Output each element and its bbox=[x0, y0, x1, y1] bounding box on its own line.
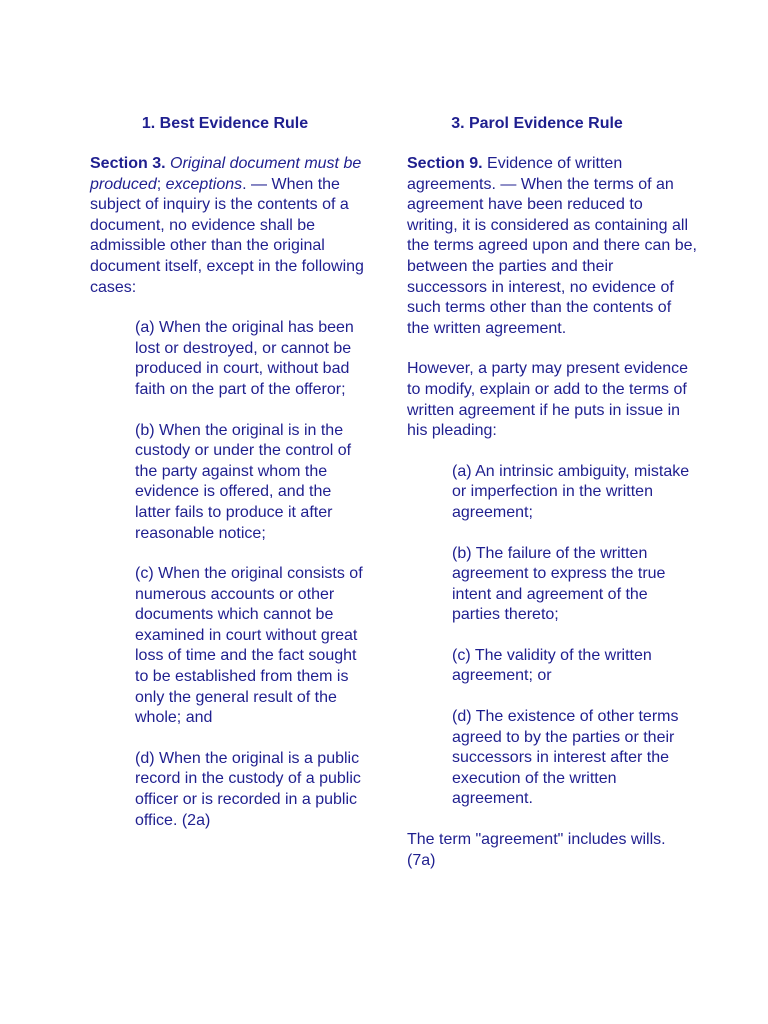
list-item-c: (c) When the original consists of numerous accounts or other documents which cannot be examined in court without great loss of time and the fact sought to be established from them is only the general result of the whole; and bbox=[135, 565, 363, 727]
amendment-paragraph: However, a party may present evidence to modify, explain or add to the terms of written agreement if he puts in issue in his pleading: bbox=[407, 360, 689, 440]
section-3-title: Original document must be produced bbox=[90, 155, 362, 193]
section-3-paragraph bbox=[90, 154, 370, 298]
section-3-dash: . — bbox=[242, 175, 268, 193]
best-evidence-rule-heading: 1. Best Evidence Rule bbox=[141, 115, 309, 132]
list-item-b: (b) The failure of the written agreement to express the true intent and agreement of the parties thereto; bbox=[452, 544, 666, 624]
section-3-body: When the subject of inquiry is the contents of a document, no evidence shall be admissible other than the original document itself, except in the following cases: bbox=[90, 175, 364, 296]
section-9-paragraph bbox=[407, 154, 697, 339]
parol-evidence-rule-column bbox=[407, 114, 697, 891]
section-3-separator: ; bbox=[156, 175, 162, 193]
list-item-a: (a) An intrinsic ambiguity, mistake or imperfection in the written agreement; bbox=[452, 462, 690, 521]
list-item-b: (b) When the original is in the custody or under the control of the party against whom the evidence is offered, and the latter fails to produce it after reasonable notice; bbox=[135, 421, 352, 542]
list-item-d: (d) The existence of other terms agreed to by the parties or their successors in interest after the execution of the written agreement. bbox=[452, 708, 679, 808]
list-item-a: (a) When the original has been lost or destroyed, or cannot be produced in court, without bad faith on the part of the offeror; bbox=[135, 319, 354, 398]
closing-paragraph: The term "agreement" includes wills. (7a) bbox=[407, 831, 666, 869]
section-3-label: Section 3. bbox=[90, 155, 166, 172]
section-9-body: Evidence of written agreements. — When the terms of an agreement have been reduced to writing, it is considered as containing all the terms agreed upon and there can be, between the parties and their successors in interest, no evidence of such terms other than the contents of the written agreement. bbox=[407, 155, 697, 337]
best-evidence-rule-column bbox=[90, 114, 370, 851]
list-item-c: (c) The validity of the written agreement; or bbox=[452, 646, 652, 685]
section-9-label: Section 9. bbox=[407, 155, 483, 172]
section-3-exceptions: exceptions bbox=[165, 175, 243, 193]
list-item-d: (d) When the original is a public record in the custody of a public officer or is recorded in a public office. (2a) bbox=[135, 749, 361, 829]
parol-evidence-rule-heading: 3. Parol Evidence Rule bbox=[451, 115, 623, 132]
